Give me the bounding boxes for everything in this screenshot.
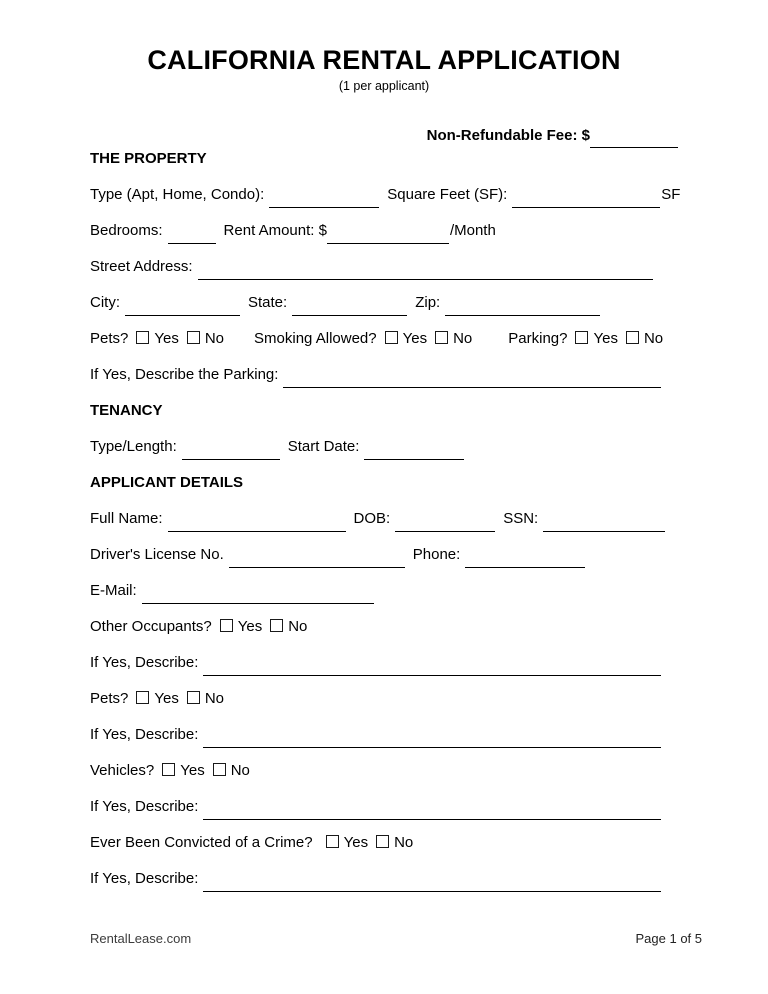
- crime-label: Ever Been Convicted of a Crime?: [90, 834, 313, 851]
- dob-label: DOB:: [353, 510, 391, 527]
- ssn-blank[interactable]: [543, 515, 665, 532]
- bedrooms-rent-row: [90, 220, 678, 242]
- property-type-row: [90, 184, 681, 206]
- parking-no-label: No: [643, 330, 664, 347]
- page-title: CALIFORNIA RENTAL APPLICATION: [147, 45, 621, 75]
- parking-describe-label: If Yes, Describe the Parking:: [90, 366, 279, 383]
- type-length-label: Type/Length:: [90, 438, 177, 455]
- phone-label: Phone:: [412, 546, 461, 563]
- crime-describe-row: [90, 868, 678, 890]
- license-phone-row: [90, 544, 678, 566]
- page-subtitle: (1 per applicant): [338, 79, 430, 93]
- bedrooms-blank[interactable]: [168, 227, 216, 244]
- state-label: State:: [248, 294, 288, 311]
- rent-suffix: /Month: [449, 222, 496, 239]
- smoking-no-checkbox[interactable]: [435, 331, 448, 344]
- property-yes-no-row: [90, 328, 678, 350]
- full-name-label: Full Name:: [90, 510, 163, 527]
- type-length-blank[interactable]: [182, 443, 280, 460]
- property-type-label: Type (Apt, Home, Condo):: [90, 186, 265, 203]
- other-occupants-label: Other Occupants?: [90, 618, 212, 635]
- start-date-blank[interactable]: [364, 443, 464, 460]
- street-address-blank[interactable]: [198, 263, 653, 280]
- email-blank[interactable]: [142, 587, 374, 604]
- property-type-blank[interactable]: [269, 191, 379, 208]
- occupants-describe-row: [90, 652, 678, 674]
- sqft-label: Square Feet (SF):: [387, 186, 508, 203]
- property-pets-yes-checkbox[interactable]: [136, 331, 149, 344]
- tenancy-heading: TENANCY: [90, 402, 163, 419]
- pets-describe-row: [90, 724, 678, 746]
- vehicles-describe-label: If Yes, Describe:: [90, 798, 199, 815]
- license-blank[interactable]: [229, 551, 405, 568]
- other-occupants-yes-label: Yes: [237, 618, 263, 635]
- page-footer: [90, 930, 702, 947]
- email-label: E-Mail:: [90, 582, 137, 599]
- license-label: Driver's License No.: [90, 546, 224, 563]
- crime-yes-label: Yes: [343, 834, 369, 851]
- vehicles-label: Vehicles?: [90, 762, 155, 779]
- occupants-describe-blank[interactable]: [203, 659, 661, 676]
- zip-blank[interactable]: [445, 299, 600, 316]
- footer-page-number: Page 1 of 5: [635, 931, 702, 946]
- crime-row: [90, 832, 678, 854]
- crime-no-label: No: [394, 834, 414, 851]
- full-name-blank[interactable]: [168, 515, 346, 532]
- crime-yes-checkbox[interactable]: [326, 835, 339, 848]
- vehicles-yes-label: Yes: [180, 762, 205, 779]
- street-address-row: [90, 256, 678, 278]
- dob-blank[interactable]: [395, 515, 495, 532]
- applicant-pets-no-label: No: [204, 690, 225, 707]
- smoking-yes-checkbox[interactable]: [385, 331, 398, 344]
- rent-label: Rent Amount: $: [223, 222, 327, 239]
- sqft-suffix: SF: [661, 186, 681, 203]
- vehicles-row: [90, 760, 678, 782]
- city-state-zip-row: [90, 292, 678, 314]
- ssn-label: SSN:: [503, 510, 539, 527]
- vehicles-describe-row: [90, 796, 678, 818]
- parking-yes-checkbox[interactable]: [575, 331, 588, 344]
- crime-describe-blank[interactable]: [203, 875, 661, 892]
- start-date-label: Start Date:: [287, 438, 360, 455]
- parking-no-checkbox[interactable]: [626, 331, 639, 344]
- pets-describe-label: If Yes, Describe:: [90, 726, 199, 743]
- property-pets-no-label: No: [204, 330, 225, 347]
- other-occupants-row: [90, 616, 678, 638]
- crime-describe-label: If Yes, Describe:: [90, 870, 199, 887]
- full-name-row: [90, 508, 678, 530]
- smoking-yes-label: Yes: [402, 330, 428, 347]
- parking-describe-row: [90, 364, 678, 386]
- bedrooms-label: Bedrooms:: [90, 222, 163, 239]
- fee-label: Non-Refundable Fee: $: [426, 127, 590, 144]
- other-occupants-no-label: No: [288, 618, 308, 635]
- vehicles-no-checkbox[interactable]: [213, 763, 226, 776]
- parking-label: Parking?: [508, 330, 568, 347]
- pets-describe-blank[interactable]: [203, 731, 661, 748]
- property-pets-no-checkbox[interactable]: [187, 331, 200, 344]
- state-blank[interactable]: [292, 299, 407, 316]
- other-occupants-no-checkbox[interactable]: [270, 619, 283, 632]
- applicant-pets-no-checkbox[interactable]: [187, 691, 200, 704]
- other-occupants-yes-checkbox[interactable]: [220, 619, 233, 632]
- applicant-pets-row: [90, 688, 678, 710]
- zip-label: Zip:: [415, 294, 441, 311]
- tenancy-row: [90, 436, 678, 458]
- fee-row: [90, 126, 678, 146]
- applicant-details-heading: APPLICANT DETAILS: [90, 474, 244, 491]
- smoking-no-label: No: [453, 330, 473, 347]
- city-blank[interactable]: [125, 299, 240, 316]
- applicant-pets-yes-checkbox[interactable]: [136, 691, 149, 704]
- parking-describe-blank[interactable]: [283, 371, 661, 388]
- occupants-describe-label: If Yes, Describe:: [90, 654, 199, 671]
- sqft-blank[interactable]: [512, 191, 660, 208]
- rent-blank[interactable]: [327, 227, 449, 244]
- fee-blank[interactable]: [590, 131, 678, 148]
- property-heading: THE PROPERTY: [90, 150, 207, 167]
- smoking-label: Smoking Allowed?: [254, 330, 377, 347]
- property-pets-yes-label: Yes: [154, 330, 179, 347]
- applicant-pets-label: Pets?: [90, 690, 129, 707]
- vehicles-no-label: No: [230, 762, 250, 779]
- property-pets-label: Pets?: [90, 330, 129, 347]
- applicant-pets-yes-label: Yes: [154, 690, 179, 707]
- email-row: [90, 580, 678, 602]
- city-label: City:: [90, 294, 120, 311]
- crime-no-checkbox[interactable]: [376, 835, 389, 848]
- street-address-label: Street Address:: [90, 258, 193, 275]
- vehicles-yes-checkbox[interactable]: [162, 763, 175, 776]
- vehicles-describe-blank[interactable]: [203, 803, 661, 820]
- parking-yes-label: Yes: [593, 330, 618, 347]
- phone-blank[interactable]: [465, 551, 585, 568]
- footer-site-link[interactable]: RentalLease.com: [90, 931, 192, 946]
